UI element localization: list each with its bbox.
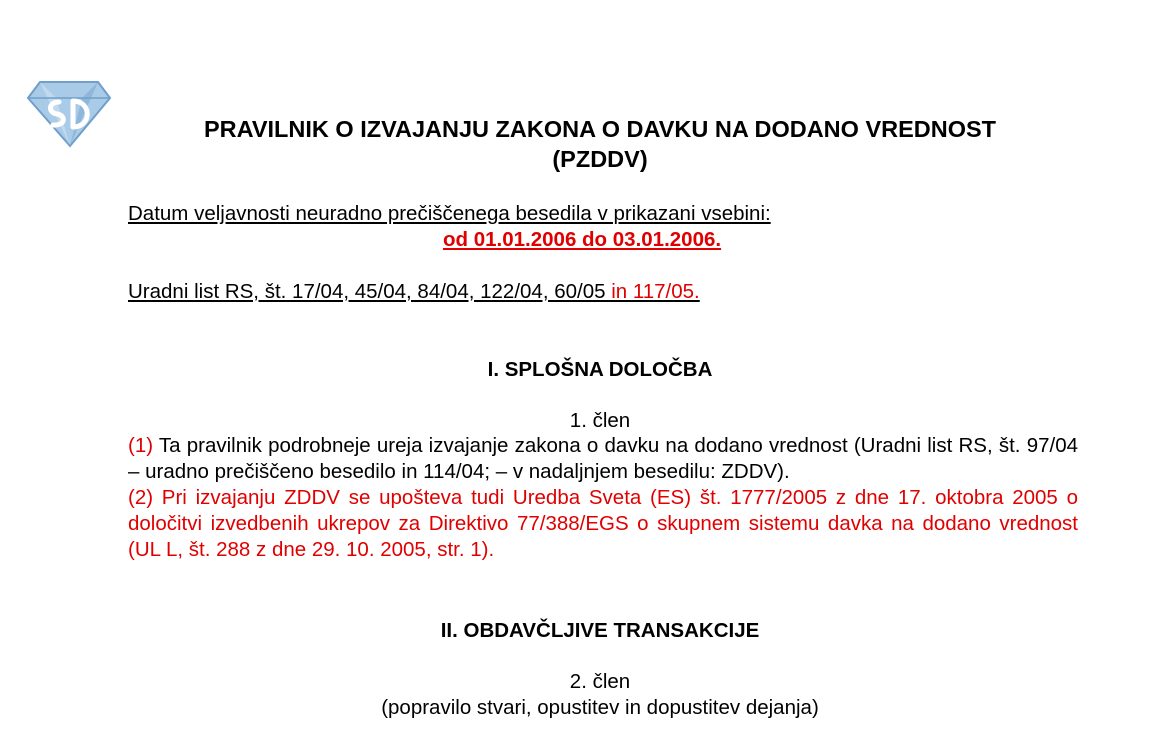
sd-logo-icon [26, 78, 112, 150]
validity-range: od 01.01.2006 do 03.01.2006. [443, 228, 722, 251]
article-1-title: 1. člen [569, 409, 631, 432]
article-2-subtitle: (popravilo stvari, opustitev in dopustitev dejanja) [381, 696, 819, 719]
title-line-2: (PZDDV) [552, 146, 648, 172]
document-title [128, 114, 1072, 174]
title-line-1: PRAVILNIK O IZVAJANJU ZAKONA O DAVKU NA DODANO VREDNOST [203, 116, 997, 142]
article-1-paragraph-1 [128, 433, 1078, 485]
section-1-heading: I. SPLOŠNA DOLOČBA [487, 358, 713, 381]
section-2-heading: II. OBDAVČLJIVE TRANSAKCIJE [440, 619, 760, 642]
gazette-prefix: Uradni list RS, št. 17/04, 45/04, 84/04, 122/04, 60/05 [128, 280, 606, 303]
paragraph-1-text: Ta pravilnik podrobneje ureja izvajanje zakona o davku na dodano vrednost (Uradni list RS, št. 97/04 – uradno prečiščeno besedilo in 114/04; – v nadaljnjem besedilu: ZDDV). [128, 434, 1078, 483]
gazette-reference [128, 279, 700, 305]
gazette-suffix: in 117/05. [605, 280, 700, 303]
article-2-title: 2. člen [569, 670, 631, 693]
validity-label: Datum veljavnosti neuradno prečiščenega besedila v prikazani vsebini: [128, 202, 771, 225]
article-1-paragraph-2: (2) Pri izvajanju ZDDV se upošteva tudi Uredba Sveta (ES) št. 1777/2005 z dne 17. oktobra 2005 o določitvi izvedbenih ukrepov za Direktivo 77/388/EGS o skupnem sistemu davka na dodano vrednost (UL L, št. 288 z dne 29. 10. 2005, str. 1). [128, 486, 1078, 561]
paragraph-1-marker: (1) [128, 434, 154, 457]
